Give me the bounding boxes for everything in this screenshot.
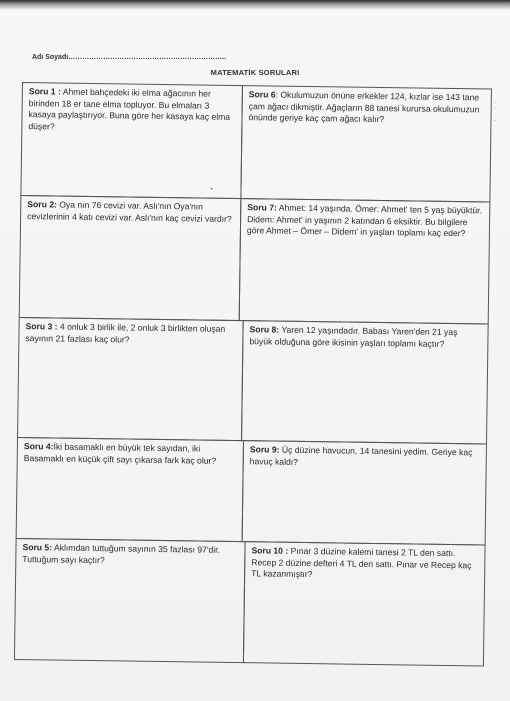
question-cell-9 [242,440,487,545]
name-field-label: Adı Soyadı………………………………………………………….. [32,54,227,61]
question-text: Yaren 12 yaşındadır. Babası Yaren'den 21 yaş büyük olduğuna göre ikisinin yaşları toplamı kaçtır? [249,324,458,349]
question-cell-8 [241,320,489,444]
question-label: Soru 9: [249,444,280,455]
question-text: Aklımdan tuttuğum sayının 35 fazlası 97'dir. Tuttuğum sayı kaçtır? [22,542,221,565]
question-cell-5 [14,538,246,663]
question-text: 4 onluk 3 birlik ile, 2 onluk 3 birlikten oluşan sayının 21 fazlası kaç olur? [25,321,226,345]
margin-marks: · · · [494,100,496,124]
question-cell-2 [19,195,242,321]
question-text: Pınar 3 düzine kalemi tanesi 2 TL den sattı. Recep 2 düzine defteri 4 TL den sattı. Pınar ve Recep kaç TL kazanmıştır? [251,545,472,580]
question-label: Soru 2: [27,199,57,210]
question-label: Soru 3 : [25,321,58,332]
question-label: Soru 10 : [251,545,289,556]
question-text: : Okulumuzun önüne erkekler 124, kızlar ise 143 tane çam ağacı dikmiştir. Ağaçların 88 tanesi kurursa okulumuzun önünde geriye kaç çam ağacı kalır? [248,89,480,125]
question-text: Ahmet: 14 yaşında. Ömer: Ahmet' ten 5 yaş büyüktür. Didem: Ahmet' in yaşının 2 katından 6 eksiktir. Bu bilgilere göre Ahmet – Ömer – Didem' in yaşları toplamı kaç eder? [246,202,483,239]
question-cell-7 [239,198,491,324]
question-text: İki basamaklı en büyük tek sayıdan, iki Basamaklı en küçük çift sayı çıkarsa fark kaç olur? [23,441,217,466]
question-cell-10 [243,541,486,666]
scan-edge-shadow [0,0,510,10]
question-cell-4 [16,437,244,542]
question-label: Soru 5: [22,542,53,553]
question-cell-3 [17,317,244,441]
question-text: Oya nın 76 cevizi var. Aslı'nın Oya'nın cevizlerinin 4 katı cevizi var. Aslı'nın kaç cevizi vardır? [27,199,232,224]
question-cell-1 [20,82,243,199]
question-label: Soru 1 : [28,86,61,97]
question-label: Soru 8: [249,324,280,335]
question-label: Soru 7: [247,202,277,213]
pen-mark: ▪ [210,186,213,193]
question-label: Soru 6 [248,89,276,100]
question-label: Soru 4: [23,441,54,452]
question-text: Ahmet bahçedeki iki elma ağacının her birinden 18 er tane elma topluyor. Bu elmaları 3 kasaya paylaştırıyor. Buna göre her kasaya kaç elma düşer? [28,86,231,131]
question-grid [14,82,492,679]
question-cell-6 [240,85,492,202]
question-text: Üç düzine havucun, 14 tanesini yedim. Geriye kaç havuç kaldı? [249,444,473,467]
worksheet-title: MATEMATİK SORULARI [210,68,300,77]
